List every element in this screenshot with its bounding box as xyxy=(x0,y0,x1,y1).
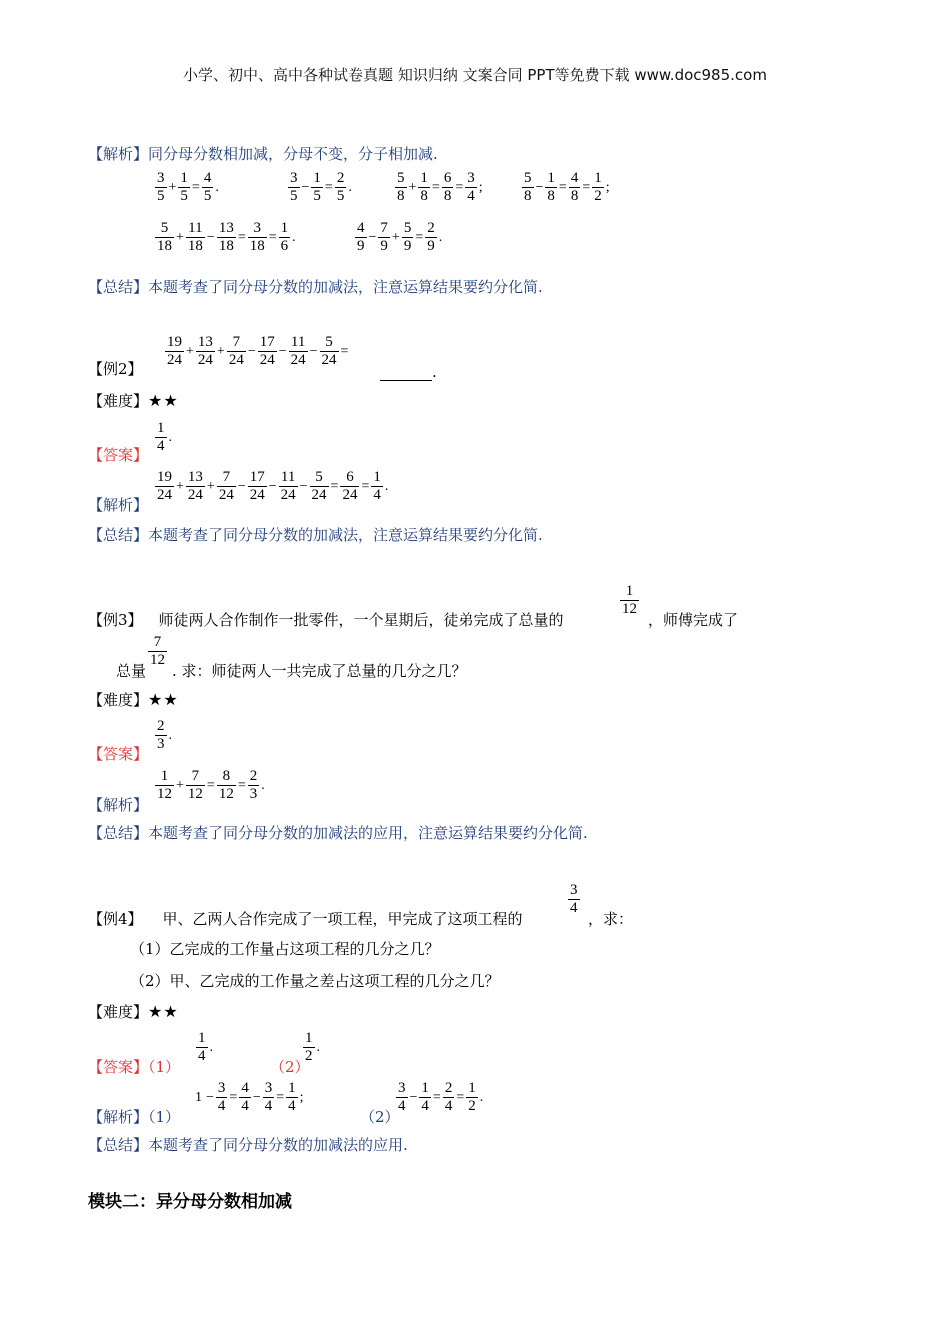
math-operator: − xyxy=(237,478,246,494)
numerator: 1 xyxy=(420,170,428,186)
fraction xyxy=(196,334,215,370)
denominator: 18 xyxy=(249,238,265,255)
fraction xyxy=(396,1080,408,1116)
numerator: 1 xyxy=(594,170,602,186)
fraction xyxy=(288,170,300,206)
denominator: 4 xyxy=(157,438,165,455)
numerator: 2 xyxy=(427,220,435,236)
math-operator: + xyxy=(176,777,184,793)
denominator: 24 xyxy=(290,352,306,369)
denominator: 4 xyxy=(264,1098,273,1115)
denominator: 4 xyxy=(288,1098,296,1115)
ex3-difficulty: 【难度】★★ xyxy=(88,690,179,709)
fraction xyxy=(258,334,277,370)
math-operator: = xyxy=(268,229,277,245)
denominator: 24 xyxy=(187,487,203,504)
math-operator: + xyxy=(168,179,177,195)
numerator: 1 xyxy=(198,1030,206,1046)
fraction xyxy=(522,170,534,206)
denominator: 9 xyxy=(427,238,435,255)
ex1-summary: 【总结】本题考查了同分母分数的加减法，注意运算结果要约分化简. xyxy=(88,278,543,296)
numerator: 7 xyxy=(153,634,162,650)
denominator: 5 xyxy=(290,188,298,205)
denominator: 8 xyxy=(420,188,428,205)
fraction xyxy=(425,220,437,256)
numerator: 3 xyxy=(157,170,165,186)
fraction xyxy=(165,334,184,370)
math-operator: . xyxy=(215,179,219,195)
fraction xyxy=(227,334,246,370)
fraction xyxy=(466,1080,478,1116)
numerator: 4 xyxy=(203,170,212,186)
denominator: 18 xyxy=(187,238,203,255)
math-operator: − xyxy=(299,478,308,494)
ex2-analysis-label: 【解析】 xyxy=(88,496,149,514)
ex1-eq-6 xyxy=(355,220,444,256)
math-operator: + xyxy=(206,478,215,494)
denominator: 4 xyxy=(373,487,381,504)
numerator: 13 xyxy=(218,220,234,236)
denominator: 24 xyxy=(342,487,358,504)
fraction xyxy=(442,170,454,206)
denominator: 9 xyxy=(380,238,388,255)
fraction xyxy=(378,220,390,256)
fraction xyxy=(186,469,205,505)
fraction xyxy=(568,882,580,918)
fraction xyxy=(465,170,477,206)
ex4-analysis-1 xyxy=(193,1080,306,1116)
ex4-question-line1: 【例4】 甲、乙两人合作完成了一项工程，甲完成了这项工程的 xyxy=(88,910,523,928)
fraction xyxy=(545,170,557,206)
denominator: 12 xyxy=(157,786,172,803)
numerator: 19 xyxy=(167,334,182,350)
numerator: 1 xyxy=(288,1080,296,1096)
fraction xyxy=(155,220,174,256)
denominator: 4 xyxy=(421,1098,429,1115)
math-operator: . xyxy=(168,429,172,445)
ex1-eq-1 xyxy=(155,170,221,206)
numerator: 11 xyxy=(280,469,296,485)
ex2-answer-blank[interactable]: . xyxy=(380,362,437,381)
denominator: 24 xyxy=(321,352,337,369)
ex4-analysis-label: 【解析】（1） xyxy=(88,1108,181,1126)
denominator: 2 xyxy=(594,188,602,205)
denominator: 12 xyxy=(622,601,637,618)
fraction xyxy=(186,768,205,804)
math-operator: = xyxy=(324,179,333,195)
ex2-label: 【例2】 xyxy=(88,360,143,378)
ex3-question-line1-end: ，师傅完成了 xyxy=(648,611,739,629)
fraction xyxy=(286,1080,298,1116)
numerator: 5 xyxy=(524,170,532,186)
ex3-question-line2-end: . 求：师徒两人一共完成了总量的几分之几？ xyxy=(172,662,467,680)
fraction xyxy=(202,170,214,206)
fraction xyxy=(217,220,236,256)
denominator: 5 xyxy=(336,188,345,205)
numerator: 2 xyxy=(249,768,258,784)
math-operator: + xyxy=(176,229,184,245)
fraction xyxy=(217,768,236,804)
numerator: 17 xyxy=(249,469,265,485)
fraction xyxy=(320,334,339,370)
numerator: 1 xyxy=(313,170,321,186)
ex2-summary: 【总结】本题考查了同分母分数的加减法，注意运算结果要约分化简. xyxy=(88,526,543,544)
numerator: 8 xyxy=(222,768,231,784)
ex3-answer xyxy=(155,718,174,754)
numerator: 7 xyxy=(380,220,388,236)
denominator: 24 xyxy=(249,487,265,504)
numerator: 4 xyxy=(570,170,579,186)
numerator: 3 xyxy=(264,1080,273,1096)
numerator: 3 xyxy=(570,882,578,898)
denominator: 8 xyxy=(524,188,532,205)
math-operator: ; xyxy=(299,1089,304,1105)
fraction xyxy=(335,170,347,206)
math-operator: = xyxy=(455,179,464,195)
math-operator: − xyxy=(368,229,377,245)
ex3-question-line2: 总量 xyxy=(116,662,147,680)
numerator: 19 xyxy=(157,469,172,485)
ex3-fraction-master xyxy=(148,634,167,670)
numerator: 4 xyxy=(241,1080,249,1096)
denominator: 2 xyxy=(305,1048,313,1065)
numerator: 1 xyxy=(157,420,165,436)
fraction xyxy=(248,469,267,505)
fraction xyxy=(186,220,205,256)
math-operator: = xyxy=(340,343,349,359)
fraction xyxy=(216,1080,228,1116)
fraction xyxy=(340,469,359,505)
ex1-eq-2 xyxy=(288,170,354,206)
ex2-analysis xyxy=(155,469,390,505)
numerator: 6 xyxy=(443,170,452,186)
numerator: 5 xyxy=(160,220,169,236)
denominator: 2 xyxy=(468,1098,476,1115)
math-operator: − xyxy=(409,1089,418,1105)
numerator: 11 xyxy=(188,220,203,236)
numerator: 4 xyxy=(357,220,365,236)
math-operator: − xyxy=(309,343,318,359)
fraction xyxy=(155,420,167,456)
fraction xyxy=(196,1030,208,1066)
fraction xyxy=(355,220,367,256)
ex4-question-line1-end: ，求： xyxy=(588,910,634,928)
math-operator: . xyxy=(292,229,296,245)
denominator: 4 xyxy=(398,1098,406,1115)
math-operator: + xyxy=(408,179,417,195)
ex2-answer-label: 【答案】 xyxy=(88,446,149,464)
denominator: 9 xyxy=(357,238,365,255)
ex4-difficulty: 【难度】★★ xyxy=(88,1002,179,1021)
numerator: 2 xyxy=(444,1080,453,1096)
denominator: 24 xyxy=(228,352,244,369)
numerator: 5 xyxy=(325,334,333,350)
denominator: 8 xyxy=(397,188,405,205)
numerator: 1 xyxy=(160,768,169,784)
math-operator: = xyxy=(206,777,215,793)
numerator: 1 xyxy=(305,1030,313,1046)
ex4-answer-2 xyxy=(303,1030,322,1066)
numerator: 1 xyxy=(373,469,381,485)
math-operator: − xyxy=(247,343,256,359)
math-operator: − xyxy=(535,179,544,195)
ex3-question-line1: 【例3】 师徒两人合作制作一批零件，一个星期后，徒弟完成了总量的 xyxy=(88,611,564,629)
numerator: 7 xyxy=(222,469,231,485)
math-operator: = xyxy=(361,478,370,494)
fraction xyxy=(419,1080,431,1116)
fraction xyxy=(569,170,581,206)
math-operator: = xyxy=(229,1089,238,1105)
numerator: 3 xyxy=(290,170,298,186)
fraction xyxy=(155,469,174,505)
fraction xyxy=(279,220,291,256)
numerator: 11 xyxy=(290,334,306,350)
fraction xyxy=(155,170,167,206)
denominator: 24 xyxy=(157,487,172,504)
ex1-eq-3 xyxy=(395,170,485,206)
math-operator: = xyxy=(558,179,567,195)
numerator: 7 xyxy=(232,334,241,350)
denominator: 8 xyxy=(547,188,555,205)
numerator: 5 xyxy=(403,220,412,236)
denominator: 3 xyxy=(157,736,165,753)
math-operator: . xyxy=(384,478,389,494)
ex1-analysis-text: 同分母分数相加减，分母不变，分子相加减. xyxy=(148,145,438,163)
ex4-analysis-2-label: （2） xyxy=(360,1108,400,1126)
fraction xyxy=(418,170,430,206)
math-operator: = xyxy=(330,478,339,494)
page-header: 小学、初中、高中各种试卷真题 知识归纳 文案合同 PPT等免费下载 www.doc985.com xyxy=(183,66,767,84)
star-rating: ★★ xyxy=(148,391,179,410)
denominator: 4 xyxy=(241,1098,249,1115)
denominator: 12 xyxy=(187,786,203,803)
math-operator: − xyxy=(206,229,215,245)
denominator: 5 xyxy=(203,188,212,205)
numerator: 7 xyxy=(191,768,200,784)
numerator: 3 xyxy=(217,1080,226,1096)
math-operator: = xyxy=(237,229,246,245)
ex2-question xyxy=(165,334,350,370)
math-operator: . xyxy=(479,1089,484,1105)
math-operator: − xyxy=(278,343,287,359)
denominator: 24 xyxy=(218,487,234,504)
ex4-answer-label: 【答案】（1） xyxy=(88,1058,181,1076)
math-operator: + xyxy=(186,343,194,359)
math-operator: + xyxy=(391,229,400,245)
math-operator: . xyxy=(209,1039,213,1055)
math-operator: = xyxy=(432,1089,441,1105)
ex2-difficulty: 【难度】★★ xyxy=(88,391,179,410)
fraction xyxy=(178,170,190,206)
numerator: 2 xyxy=(336,170,345,186)
math-operator: = xyxy=(415,229,424,245)
math-operator: − xyxy=(268,478,277,494)
denominator: 9 xyxy=(403,238,412,255)
fraction xyxy=(620,583,639,619)
ex3-answer-label: 【答案】 xyxy=(88,745,149,763)
numerator: 1 xyxy=(468,1080,476,1096)
fraction xyxy=(443,1080,455,1116)
fraction xyxy=(217,469,236,505)
denominator: 5 xyxy=(157,188,165,205)
ex1-eq-5 xyxy=(155,220,298,256)
math-operator: + xyxy=(216,343,225,359)
analysis-label: 【解析】 xyxy=(88,145,149,163)
denominator: 8 xyxy=(443,188,452,205)
numerator: 5 xyxy=(397,170,405,186)
ex3-analysis xyxy=(155,768,267,804)
ex4-analysis-2 xyxy=(396,1080,485,1116)
denominator: 8 xyxy=(570,188,579,205)
numerator: 13 xyxy=(197,334,213,350)
denominator: 24 xyxy=(259,352,275,369)
denominator: 3 xyxy=(249,786,258,803)
denominator: 18 xyxy=(218,238,234,255)
math-operator: = xyxy=(191,179,200,195)
fraction xyxy=(148,634,167,670)
math-operator: = xyxy=(456,1089,465,1105)
ex1-eq-4 xyxy=(522,170,612,206)
ex4-summary: 【总结】本题考查了同分母分数的加减法的应用. xyxy=(88,1136,408,1154)
numerator: 1 xyxy=(421,1080,429,1096)
numerator: 1 xyxy=(280,220,289,236)
denominator: 5 xyxy=(313,188,321,205)
numerator: 6 xyxy=(346,469,354,485)
numerator: 1 xyxy=(180,170,188,186)
fraction xyxy=(155,718,167,754)
denominator: 12 xyxy=(218,786,234,803)
fraction xyxy=(248,768,260,804)
fraction xyxy=(402,220,414,256)
ex4-answer-1 xyxy=(196,1030,215,1066)
denominator: 24 xyxy=(311,487,327,504)
denominator: 4 xyxy=(444,1098,453,1115)
math-operator: + xyxy=(176,478,184,494)
math-operator: = xyxy=(431,179,440,195)
denominator: 4 xyxy=(467,188,475,205)
math-operator: = xyxy=(237,777,246,793)
denominator: 18 xyxy=(157,238,172,255)
section-title: 模块二：异分母分数相加减 xyxy=(88,1192,292,1212)
fraction xyxy=(395,170,407,206)
fraction xyxy=(155,768,174,804)
ex3-fraction-apprentice xyxy=(620,583,639,619)
math-operator: . xyxy=(261,777,265,793)
denominator: 6 xyxy=(280,238,289,255)
numerator: 1 xyxy=(625,583,634,599)
math-operator: 1 xyxy=(195,1089,202,1105)
numerator: 3 xyxy=(398,1080,406,1096)
numerator: 13 xyxy=(187,469,203,485)
math-operator: . xyxy=(316,1039,320,1055)
math-operator: − xyxy=(206,1089,214,1105)
denominator: 5 xyxy=(180,188,188,205)
denominator: 24 xyxy=(280,487,296,504)
fraction xyxy=(371,469,383,505)
fraction xyxy=(310,469,329,505)
fraction xyxy=(311,170,323,206)
ex3-analysis-label: 【解析】 xyxy=(88,796,149,814)
denominator: 4 xyxy=(198,1048,206,1065)
numerator: 3 xyxy=(253,220,261,236)
numerator: 5 xyxy=(315,469,323,485)
fraction xyxy=(263,1080,275,1116)
fraction xyxy=(289,334,308,370)
denominator: 24 xyxy=(167,352,182,369)
fraction xyxy=(248,220,267,256)
math-operator: = xyxy=(276,1089,285,1105)
ex1-analysis xyxy=(88,143,438,164)
ex4-answer-2-label: （2） xyxy=(270,1058,310,1076)
math-operator: ; xyxy=(478,179,483,195)
ex4-subquestion-2: （2）甲、乙完成的工作量之差占这项工程的几分之几？ xyxy=(130,972,500,990)
star-rating: ★★ xyxy=(148,690,179,709)
numerator: 1 xyxy=(547,170,555,186)
fraction xyxy=(303,1030,315,1066)
denominator: 4 xyxy=(570,900,578,917)
numerator: 17 xyxy=(259,334,275,350)
math-operator: . xyxy=(438,229,443,245)
ex2-answer xyxy=(155,420,174,456)
ex3-summary: 【总结】本题考查了同分母分数的加减法的应用，注意运算结果要约分化简. xyxy=(88,824,588,842)
denominator: 12 xyxy=(150,652,165,669)
fraction xyxy=(279,469,298,505)
ex4-subquestion-1: （1）乙完成的工作量占这项工程的几分之几？ xyxy=(130,940,440,958)
numerator: 3 xyxy=(467,170,475,186)
fraction xyxy=(239,1080,251,1116)
fraction xyxy=(592,170,604,206)
ex4-fraction-jia xyxy=(568,882,580,918)
math-operator: . xyxy=(168,727,172,743)
math-operator: . xyxy=(348,179,352,195)
math-operator: ; xyxy=(605,179,610,195)
math-operator: − xyxy=(252,1089,261,1105)
summary-label: 【总结】 xyxy=(88,278,149,296)
denominator: 4 xyxy=(217,1098,226,1115)
star-rating: ★★ xyxy=(148,1002,179,1021)
math-operator: − xyxy=(301,179,310,195)
denominator: 24 xyxy=(197,352,213,369)
numerator: 2 xyxy=(157,718,165,734)
math-operator: = xyxy=(582,179,591,195)
